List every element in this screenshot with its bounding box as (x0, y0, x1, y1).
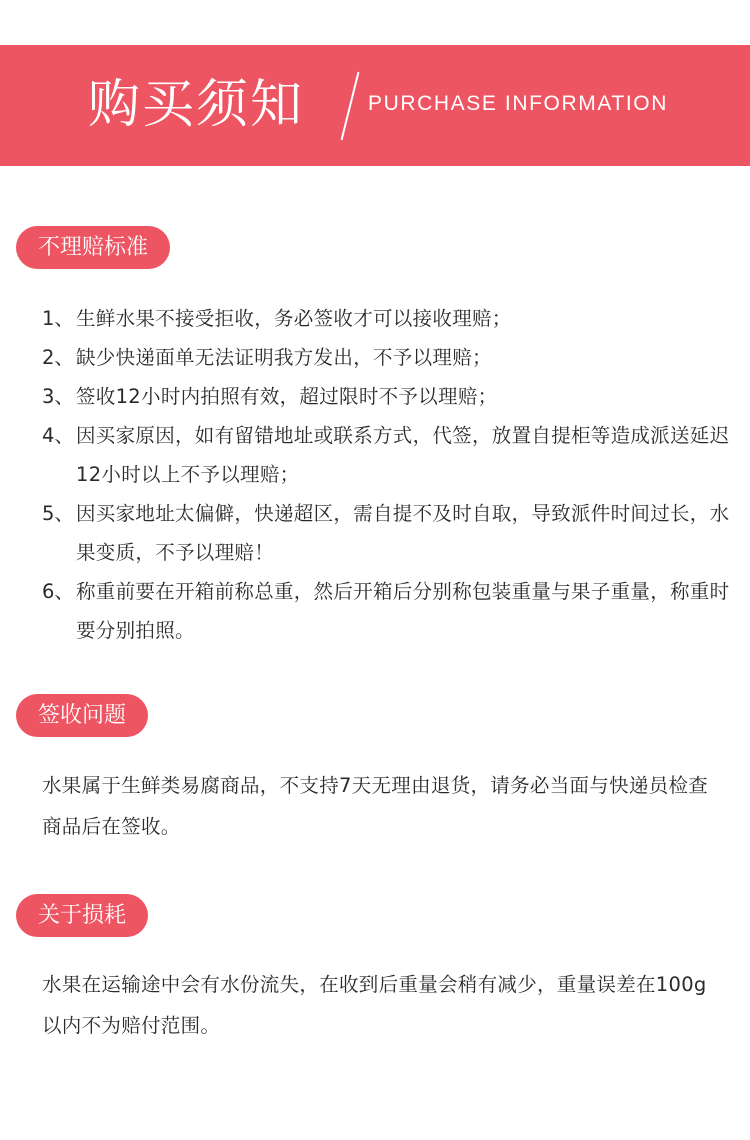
list-item-text: 称重前要在开箱前称总重，然后开箱后分别称包装重量与果子重量，称重时要分别拍照。 (76, 580, 730, 642)
signing-paragraph: 水果属于生鲜类易腐商品，不支持7天无理由退货，请务必当面与快递员检查商品后在签收。 (42, 774, 709, 838)
list-item (42, 416, 732, 494)
list-item-text: 因买家地址太偏僻，快递超区，需自提不及时自取，导致派件时间过长，水果变质，不予以理赔！ (76, 502, 730, 564)
page-title: 购买须知 (88, 75, 305, 135)
list-item-number: 2、 (42, 346, 74, 369)
list-item-number: 3、 (42, 385, 74, 408)
list-item (42, 299, 732, 338)
list-item-text: 因买家原因，如有留错地址或联系方式，代签，放置自提柜等造成派送延迟12小时以上不予以理赔； (76, 424, 730, 486)
list-item-number: 1、 (42, 307, 74, 330)
list-item-text: 缺少快递面单无法证明我方发出，不予以理赔； (76, 346, 492, 369)
section-heading-no-compensation: 不理赔标准 (16, 226, 170, 269)
list-item-number: 6、 (42, 580, 74, 603)
list-item-text: 签收12小时内拍照有效，超过限时不予以理赔； (76, 385, 498, 408)
list-item-number: 5、 (42, 502, 74, 525)
no-compensation-list (42, 299, 732, 650)
page-subtitle: PURCHASE INFORMATION (368, 92, 668, 115)
list-item (42, 572, 732, 650)
section-heading-loss: 关于损耗 (16, 894, 148, 937)
title-divider-slash (341, 72, 359, 140)
header-banner (0, 45, 750, 166)
list-item (42, 338, 732, 377)
loss-paragraph: 水果在运输途中会有水份流失，在收到后重量会稍有减少，重量误差在100g以内不为赔付范围。 (42, 973, 707, 1037)
list-item-text: 生鲜水果不接受拒收，务必签收才可以接收理赔； (76, 307, 512, 330)
section-heading-signing: 签收问题 (16, 694, 148, 737)
list-item (42, 494, 732, 572)
list-item (42, 377, 732, 416)
list-item-number: 4、 (42, 424, 74, 447)
